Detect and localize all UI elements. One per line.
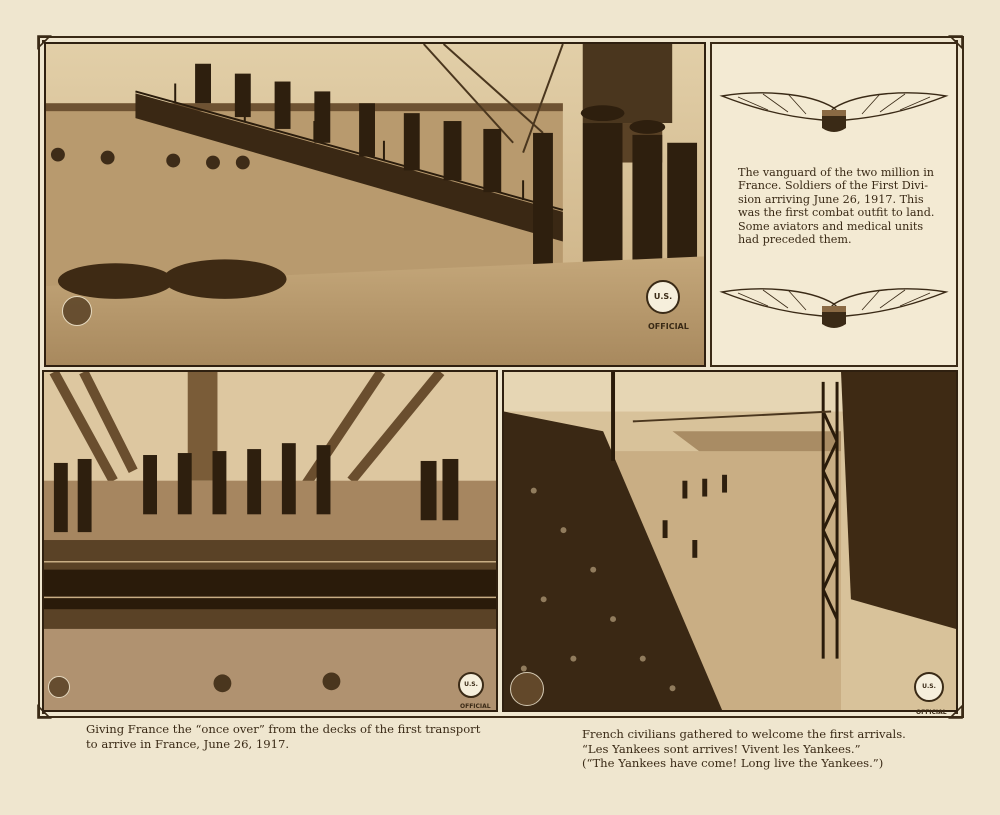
caption-line: to arrive in France, June 26, 1917. <box>86 736 290 751</box>
us-official-stamp-icon: U.S. OFFICIAL <box>646 280 680 314</box>
caption-line: French civilians gathered to welcome the first arrivals. <box>582 727 906 741</box>
eagle-wings-icon <box>718 284 950 334</box>
caption-line: France. Soldiers of the First Divi- <box>738 179 928 193</box>
caption-line: (“The Yankees have come! Long live the Yankees.”) <box>582 756 884 771</box>
photo-soldiers-on-deck <box>42 370 498 712</box>
caption-panel <box>710 42 958 367</box>
caption-line: Giving France the “once over” from the decks of the first transport <box>86 722 481 736</box>
us-official-stamp-icon: U.S. OFFICIAL <box>458 672 484 698</box>
photo-crowd-on-quay <box>502 370 958 712</box>
caption-line: Some aviators and medical units <box>738 219 924 233</box>
deck-caption <box>86 722 480 751</box>
us-official-stamp-icon: U.S. OFFICIAL <box>914 672 944 702</box>
crowd-caption <box>582 727 906 771</box>
vanguard-caption <box>738 166 936 246</box>
caption-line: had preceded them. <box>738 233 852 247</box>
caption-line: The vanguard of the two million in <box>738 166 935 179</box>
signal-corps-seal-icon <box>48 676 70 698</box>
photo-soldiers-disembarking <box>44 42 706 367</box>
signal-corps-seal-icon <box>62 296 92 326</box>
caption-line: “Les Yankees sont arrives! Vivent les Yankees.” <box>582 741 861 756</box>
caption-line: sion arriving June 26, 1917. This <box>738 192 924 206</box>
eagle-wings-icon <box>718 88 950 138</box>
signal-corps-seal-icon <box>510 672 544 706</box>
caption-line: was the first combat outfit to land. <box>738 206 935 220</box>
